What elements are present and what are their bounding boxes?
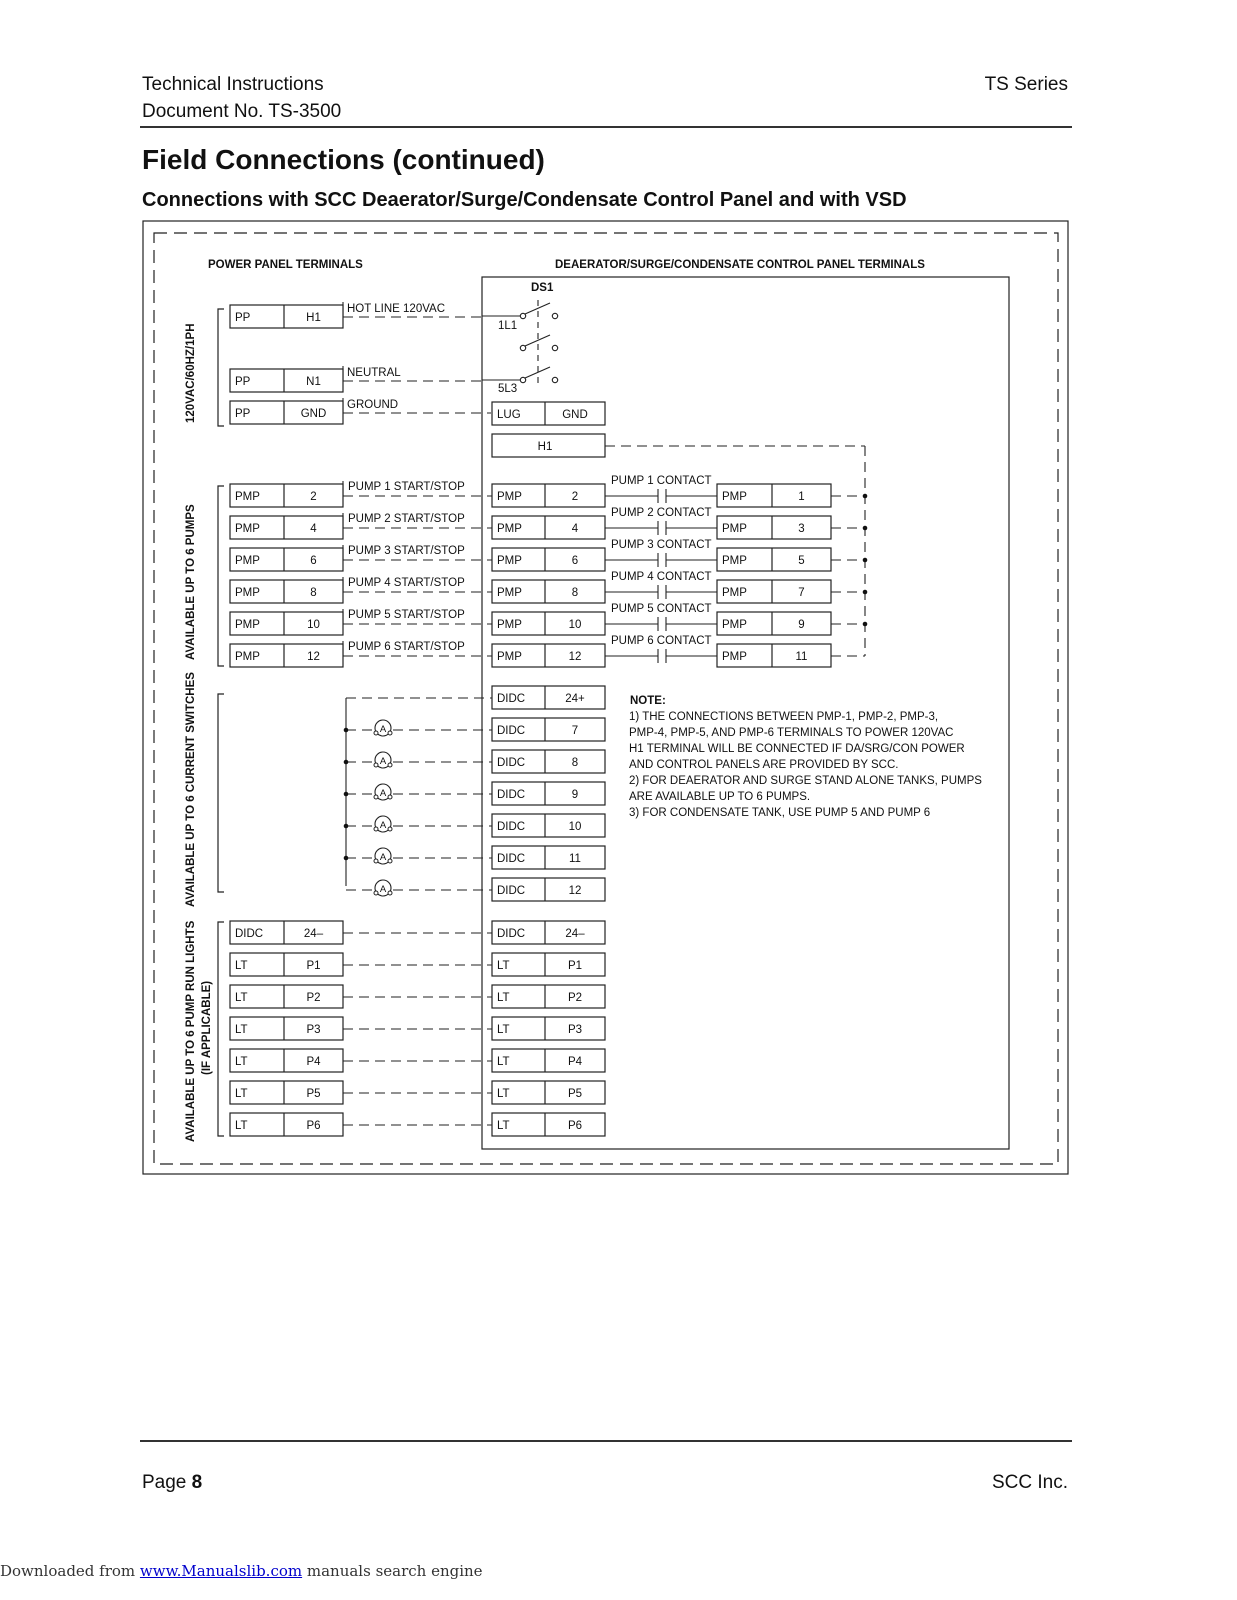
download-banner bbox=[0, 1562, 483, 1580]
light-source-terminal bbox=[230, 985, 343, 1008]
page-title: Field Connections (continued) bbox=[142, 144, 545, 175]
pump-source-terminal-type: PMP bbox=[235, 523, 260, 535]
light-panel-terminal bbox=[492, 921, 605, 944]
h1-terminal bbox=[492, 434, 605, 457]
didc-terminal-type: DIDC bbox=[497, 821, 526, 833]
pump-contact-symbol bbox=[605, 585, 717, 599]
didc-terminal bbox=[492, 782, 605, 805]
pump-source-terminal-number: 2 bbox=[310, 491, 317, 503]
current-switch-icon bbox=[374, 784, 392, 800]
pump-panel-terminal bbox=[492, 644, 605, 667]
light-source-terminal-type: LT bbox=[235, 1056, 248, 1068]
didc-terminal bbox=[492, 814, 605, 837]
pump-panel-terminal-number: 8 bbox=[571, 587, 579, 599]
pump-contact-label: PUMP 4 CONTACT bbox=[611, 571, 712, 583]
pump-panel-terminal bbox=[492, 516, 605, 539]
didc-terminal-type: DIDC bbox=[497, 853, 526, 865]
didc-terminal-number: 8 bbox=[571, 757, 579, 769]
light-source-terminal bbox=[230, 1081, 343, 1104]
didc-terminal-number: 24+ bbox=[565, 693, 585, 705]
pump-feed-terminal-number: 11 bbox=[795, 651, 808, 663]
pump-feed-terminal-number: 1 bbox=[798, 491, 805, 503]
pump-source-terminal bbox=[230, 484, 343, 507]
pump-panel-terminal bbox=[492, 548, 605, 571]
light-panel-terminal-number: P2 bbox=[567, 992, 583, 1004]
note-block bbox=[629, 695, 982, 819]
light-source-terminal bbox=[230, 1017, 343, 1040]
light-source-terminal-number: P1 bbox=[306, 960, 321, 972]
power-terminal-number: N1 bbox=[306, 376, 321, 388]
current-switch-letter: A bbox=[379, 724, 387, 735]
light-source-terminal-type: LT bbox=[235, 1120, 248, 1132]
light-panel-terminal bbox=[492, 1049, 605, 1072]
note-line: 3) FOR CONDENSATE TANK, USE PUMP 5 AND PUMP 6 bbox=[629, 807, 931, 819]
pump-source-terminal bbox=[230, 580, 343, 603]
pump-panel-terminal bbox=[492, 612, 605, 635]
light-panel-terminal bbox=[492, 1081, 605, 1104]
pump-panel-terminal-number: 2 bbox=[571, 491, 579, 503]
light-panel-terminal-type: LT bbox=[497, 1024, 510, 1036]
pump-panel-terminal-type: PMP bbox=[497, 651, 522, 663]
power-wire-label: NEUTRAL bbox=[347, 367, 401, 379]
pump-source-terminal-number: 12 bbox=[307, 651, 320, 663]
light-panel-terminal-number: P4 bbox=[567, 1056, 583, 1068]
note-line: 1) THE CONNECTIONS BETWEEN PMP-1, PMP-2, PMP-3, bbox=[629, 711, 939, 723]
pump-start-stop-label: PUMP 6 START/STOP bbox=[348, 641, 465, 653]
pump-feed-terminal-type: PMP bbox=[722, 619, 747, 631]
pump-contact-label: PUMP 5 CONTACT bbox=[611, 603, 712, 615]
power-panel-title: POWER PANEL TERMINALS bbox=[208, 259, 363, 271]
power-terminal-number: GND bbox=[300, 408, 327, 420]
pump-source-terminal bbox=[230, 516, 343, 539]
didc-terminal-number: 10 bbox=[568, 821, 582, 833]
pump-contact-symbol bbox=[605, 617, 717, 631]
power-wire-label: GROUND bbox=[347, 399, 399, 411]
pump-start-stop-label: PUMP 2 START/STOP bbox=[348, 513, 465, 525]
light-panel-terminal-type: LT bbox=[497, 992, 510, 1004]
pump-contact-label: PUMP 6 CONTACT bbox=[611, 635, 712, 647]
note-line: AND CONTROL PANELS ARE PROVIDED BY SCC. bbox=[629, 759, 899, 771]
light-source-terminal-type: LT bbox=[235, 992, 248, 1004]
pump-contact-label: PUMP 1 CONTACT bbox=[611, 475, 712, 487]
pump-panel-terminal-number: 10 bbox=[568, 619, 582, 631]
light-source-terminal-number: P2 bbox=[306, 992, 321, 1004]
pump-panel-terminal-type: PMP bbox=[497, 491, 522, 503]
current-switch-letter: A bbox=[379, 884, 387, 895]
pump-feed-terminal-number: 7 bbox=[798, 587, 805, 599]
pump-source-terminal bbox=[230, 548, 343, 571]
side-label-pumps: AVAILABLE UP TO 6 PUMPS bbox=[185, 504, 197, 660]
didc-terminal-number: 9 bbox=[571, 789, 579, 801]
terminal-5l3-label: 5L3 bbox=[498, 383, 518, 395]
pump-source-terminal-number: 10 bbox=[307, 619, 320, 631]
current-switch-icon bbox=[374, 816, 392, 832]
pump-contact-symbol bbox=[605, 553, 717, 567]
page-subtitle: Connections with SCC Deaerator/Surge/Condensate Control Panel and with VSD bbox=[142, 189, 907, 211]
light-source-terminal bbox=[230, 1113, 343, 1136]
pump-source-terminal-type: PMP bbox=[235, 555, 260, 567]
didc-terminal-type: DIDC bbox=[497, 757, 526, 769]
light-source-terminal bbox=[230, 1049, 343, 1072]
didc-terminal-number: 11 bbox=[569, 853, 581, 865]
pump-feed-terminal bbox=[717, 548, 831, 571]
light-panel-terminal-number: 24– bbox=[565, 928, 585, 940]
page-number-value: 8 bbox=[191, 1472, 203, 1493]
pump-panel-terminal-number: 4 bbox=[571, 523, 579, 535]
pump-feed-terminal bbox=[717, 516, 831, 539]
pump-source-terminal bbox=[230, 644, 343, 667]
pump-feed-terminal-type: PMP bbox=[722, 651, 747, 663]
didc-terminal bbox=[492, 846, 605, 869]
light-panel-terminal-type: DIDC bbox=[497, 928, 526, 940]
current-switch-letter: A bbox=[379, 852, 387, 863]
light-source-terminal bbox=[230, 953, 343, 976]
header-series: TS Series bbox=[984, 74, 1068, 95]
light-panel-terminal-number: P1 bbox=[567, 960, 583, 972]
light-source-terminal-number: P5 bbox=[306, 1088, 321, 1100]
current-switch-icon bbox=[374, 720, 392, 736]
pump-contact-symbol bbox=[605, 489, 717, 503]
didc-terminal bbox=[492, 718, 605, 741]
light-panel-terminal-type: LT bbox=[497, 960, 510, 972]
pump-panel-terminal-type: PMP bbox=[497, 555, 522, 567]
pump-panel-terminal bbox=[492, 580, 605, 603]
light-source-terminal-type: DIDC bbox=[235, 928, 264, 940]
disconnect-switch-symbol bbox=[482, 300, 558, 383]
manualslib-link[interactable]: www.Manualslib.com bbox=[139, 1562, 303, 1580]
light-source-terminal-number: P3 bbox=[306, 1024, 321, 1036]
pump-feed-terminal-type: PMP bbox=[722, 491, 747, 503]
current-switch-icon bbox=[374, 848, 392, 864]
current-switch-icon bbox=[374, 880, 392, 896]
pump-contact-label: PUMP 2 CONTACT bbox=[611, 507, 712, 519]
light-panel-terminal bbox=[492, 1113, 605, 1136]
light-panel-terminal-number: P5 bbox=[567, 1088, 583, 1100]
pump-panel-terminal-type: PMP bbox=[497, 523, 522, 535]
note-line: ARE AVAILABLE UP TO 6 PUMPS. bbox=[629, 791, 811, 803]
ds1-label: DS1 bbox=[531, 282, 554, 294]
light-panel-terminal-number: P6 bbox=[567, 1120, 583, 1132]
didc-terminal-type: DIDC bbox=[497, 725, 526, 737]
pump-feed-terminal-type: PMP bbox=[722, 523, 747, 535]
lug-terminal-type: LUG bbox=[497, 409, 521, 421]
pump-source-terminal-number: 4 bbox=[310, 523, 317, 535]
page-number bbox=[142, 1472, 202, 1494]
pump-contact-label: PUMP 3 CONTACT bbox=[611, 539, 712, 551]
pump-start-stop-label: PUMP 1 START/STOP bbox=[348, 481, 465, 493]
pump-source-terminal-type: PMP bbox=[235, 491, 260, 503]
didc-terminal-number: 7 bbox=[571, 725, 579, 737]
light-source-terminal bbox=[230, 921, 343, 944]
pump-start-stop-label: PUMP 5 START/STOP bbox=[348, 609, 465, 621]
pump-feed-terminal-number: 3 bbox=[798, 523, 805, 535]
terminal-1l1-label: 1L1 bbox=[498, 320, 518, 332]
download-prefix: Downloaded from bbox=[0, 1562, 140, 1580]
light-panel-terminal-type: LT bbox=[497, 1056, 510, 1068]
light-panel-terminal bbox=[492, 953, 605, 976]
didc-terminal-type: DIDC bbox=[497, 789, 526, 801]
pump-feed-terminal-type: PMP bbox=[722, 587, 747, 599]
light-source-terminal-type: LT bbox=[235, 1088, 248, 1100]
lug-terminal-number: GND bbox=[562, 409, 588, 421]
didc-terminal-number: 12 bbox=[568, 885, 582, 897]
pump-panel-terminal-type: PMP bbox=[497, 587, 522, 599]
pump-contact-symbol bbox=[605, 649, 717, 663]
current-switch-icon bbox=[374, 752, 392, 768]
footer-rule bbox=[140, 1440, 1072, 1442]
light-panel-terminal-type: LT bbox=[497, 1088, 510, 1100]
page-label: Page bbox=[142, 1472, 187, 1493]
current-switch-letter: A bbox=[379, 756, 387, 767]
pump-feed-terminal-type: PMP bbox=[722, 555, 747, 567]
power-terminal-type: PP bbox=[235, 408, 251, 420]
pump-source-terminal-number: 8 bbox=[310, 587, 317, 599]
h1-terminal-label: H1 bbox=[537, 441, 553, 453]
pump-feed-terminal-number: 9 bbox=[798, 619, 805, 631]
footer-company: SCC Inc. bbox=[991, 1472, 1068, 1493]
note-line: H1 TERMINAL WILL BE CONNECTED IF DA/SRG/CON POWER bbox=[629, 743, 965, 755]
light-panel-terminal-type: LT bbox=[497, 1120, 510, 1132]
pump-panel-terminal bbox=[492, 484, 605, 507]
light-panel-terminal bbox=[492, 1017, 605, 1040]
pump-start-stop-label: PUMP 4 START/STOP bbox=[348, 577, 465, 589]
pump-contact-symbol bbox=[605, 521, 717, 535]
pump-feed-terminal bbox=[717, 484, 831, 507]
pump-feed-terminal bbox=[717, 644, 831, 667]
power-wire-label: HOT LINE 120VAC bbox=[347, 303, 446, 315]
note-title: NOTE: bbox=[630, 695, 666, 707]
power-terminal bbox=[230, 305, 343, 328]
power-terminal-type: PP bbox=[235, 376, 251, 388]
didc-terminal bbox=[492, 878, 605, 901]
pump-panel-terminal-number: 6 bbox=[571, 555, 579, 567]
power-terminal bbox=[230, 401, 343, 424]
light-panel-terminal-number: P3 bbox=[567, 1024, 583, 1036]
didc-terminal bbox=[492, 750, 605, 773]
didc-terminal-type: DIDC bbox=[497, 885, 526, 897]
power-terminal bbox=[230, 369, 343, 392]
current-switch-letter: A bbox=[379, 788, 387, 799]
side-label-lights: AVAILABLE UP TO 6 PUMP RUN LIGHTS bbox=[185, 920, 197, 1142]
side-label-lights-note: (IF APPLICABLE) bbox=[201, 980, 213, 1075]
light-source-terminal-number: P4 bbox=[306, 1056, 321, 1068]
power-terminal-number: H1 bbox=[306, 312, 321, 324]
pump-source-terminal-type: PMP bbox=[235, 587, 260, 599]
pump-feed-terminal-number: 5 bbox=[798, 555, 805, 567]
light-source-terminal-number: P6 bbox=[306, 1120, 321, 1132]
download-suffix: manuals search engine bbox=[302, 1562, 483, 1580]
side-label-power: 120VAC/60HZ/1PH bbox=[185, 323, 197, 423]
lug-terminal bbox=[492, 402, 605, 425]
didc-terminal-type: DIDC bbox=[497, 693, 526, 705]
pump-start-stop-label: PUMP 3 START/STOP bbox=[348, 545, 465, 557]
pump-panel-terminal-type: PMP bbox=[497, 619, 522, 631]
power-terminal-type: PP bbox=[235, 312, 251, 324]
control-panel-title: DEAERATOR/SURGE/CONDENSATE CONTROL PANEL TERMINALS bbox=[555, 259, 925, 271]
light-source-terminal-type: LT bbox=[235, 960, 248, 972]
side-label-switches: AVAILABLE UP TO 6 CURRENT SWITCHES bbox=[185, 672, 197, 907]
light-source-terminal-type: LT bbox=[235, 1024, 248, 1036]
note-line: 2) FOR DEAERATOR AND SURGE STAND ALONE TANKS, PUMPS bbox=[629, 775, 982, 787]
light-panel-terminal bbox=[492, 985, 605, 1008]
note-line: PMP-4, PMP-5, AND PMP-6 TERMINALS TO POWER 120VAC bbox=[629, 727, 954, 739]
header-doc-title: Technical Instructions bbox=[142, 74, 324, 95]
pump-source-terminal bbox=[230, 612, 343, 635]
pump-source-terminal-type: PMP bbox=[235, 651, 260, 663]
light-source-terminal-number: 24– bbox=[303, 928, 324, 940]
current-switch-letter: A bbox=[379, 820, 387, 831]
pump-feed-terminal bbox=[717, 612, 831, 635]
didc-terminal bbox=[492, 686, 605, 709]
pump-panel-terminal-number: 12 bbox=[568, 651, 582, 663]
pump-source-terminal-type: PMP bbox=[235, 619, 260, 631]
header-doc-number: Document No. TS-3500 bbox=[142, 101, 342, 122]
pump-feed-terminal bbox=[717, 580, 831, 603]
pump-source-terminal-number: 6 bbox=[310, 555, 317, 567]
